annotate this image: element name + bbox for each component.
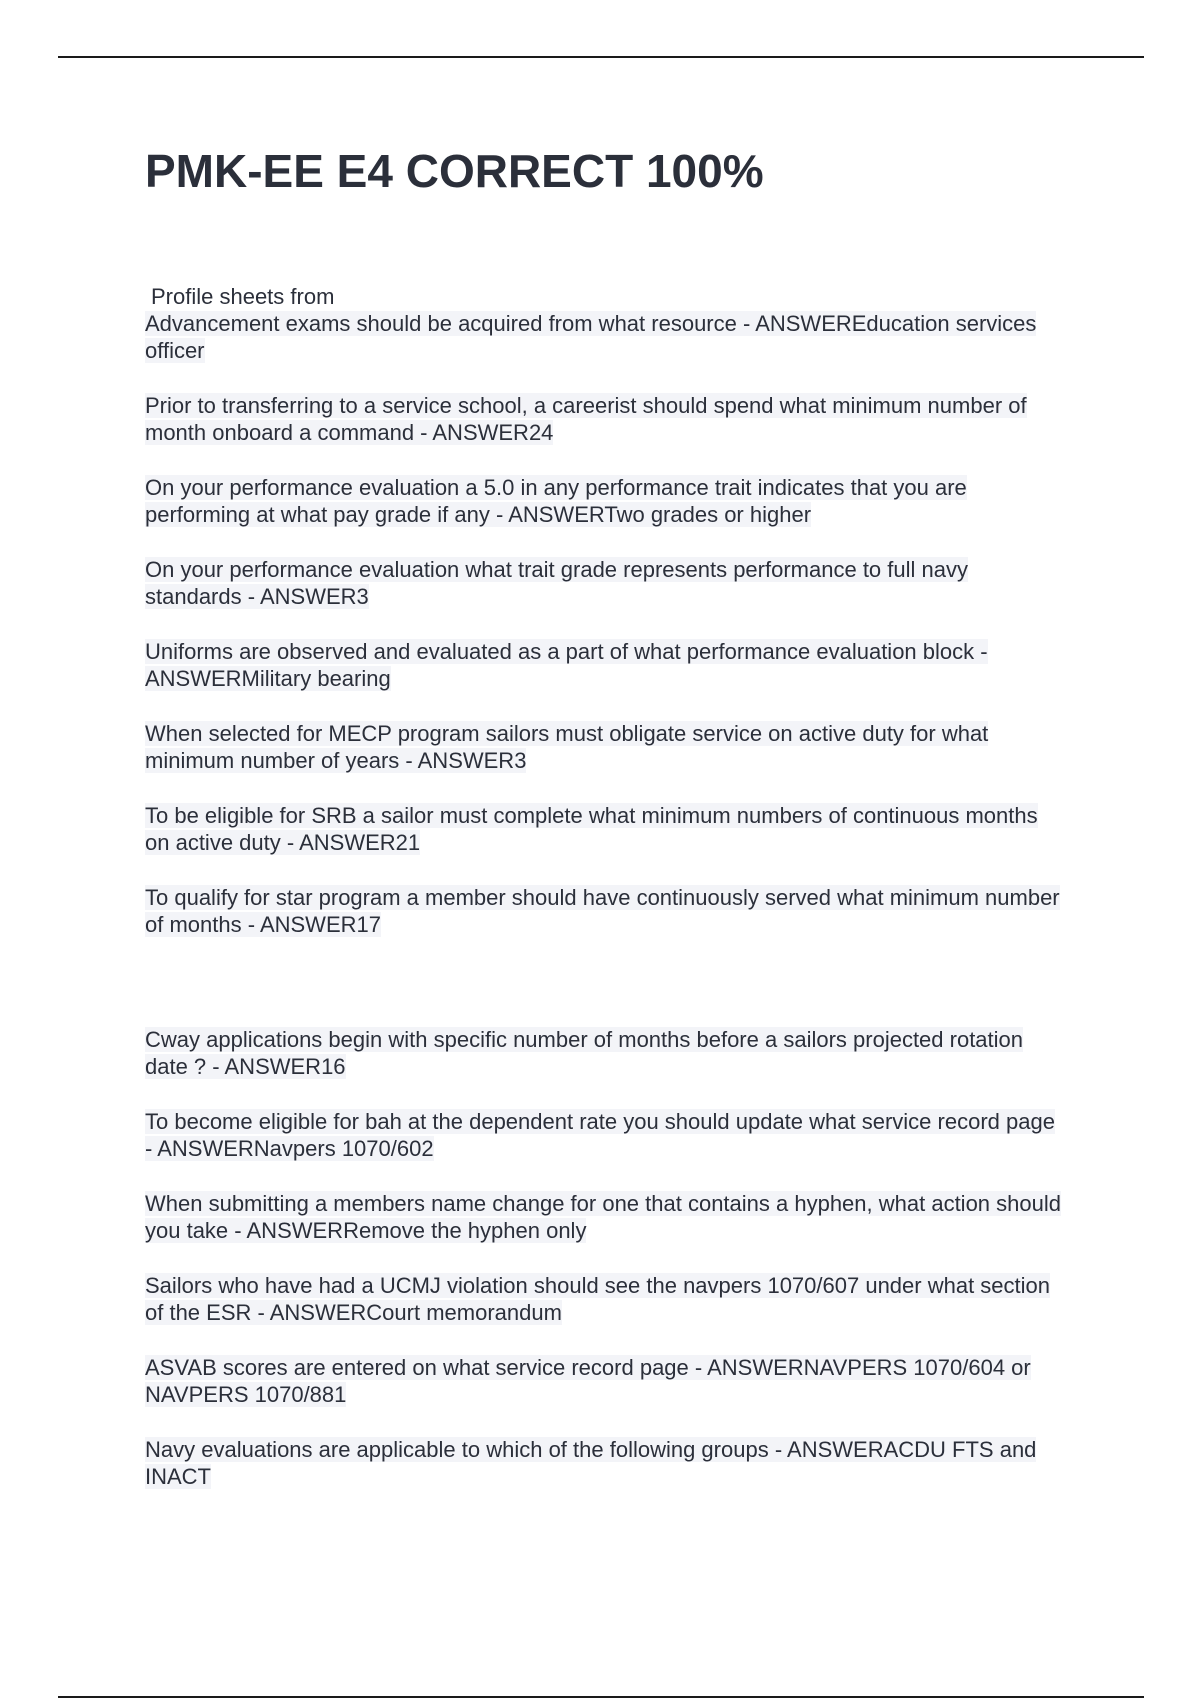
qa-text: When submitting a members name change for one that contains a hyphen, what action should you take - ANSWERRemove the hyphen only: [145, 1191, 1061, 1243]
qa-text: On your performance evaluation what trait grade represents performance to full navy standards - ANSWER3: [145, 557, 968, 609]
qa-text: Advancement exams should be acquired from what resource - ANSWEREducation services officer: [145, 311, 1037, 363]
document-body: [145, 283, 1065, 1518]
qa-item: [145, 802, 1065, 856]
qa-item: [145, 884, 1065, 938]
qa-item: [145, 638, 1065, 692]
qa-text: Prior to transferring to a service school, a careerist should spend what minimum number of month onboard a command - ANSWER24: [145, 393, 1027, 445]
qa-item: [145, 1026, 1065, 1080]
qa-text: When selected for MECP program sailors must obligate service on active duty for what minimum number of years - ANSWER3: [145, 721, 989, 773]
qa-text: To be eligible for SRB a sailor must complete what minimum numbers of continuous months on active duty - ANSWER21: [145, 803, 1038, 855]
qa-text: To become eligible for bah at the dependent rate you should update what service record page - ANSWERNavpers 1070/602: [145, 1109, 1055, 1161]
top-rule: [58, 56, 1144, 58]
qa-text: Uniforms are observed and evaluated as a part of what performance evaluation block - ANSWERMilitary bearing: [145, 639, 988, 691]
qa-text: ASVAB scores are entered on what service record page - ANSWERNAVPERS 1070/604 or NAVPERS 1070/881: [145, 1355, 1031, 1407]
qa-item: [145, 556, 1065, 610]
qa-item: [145, 1354, 1065, 1408]
section-gap: [145, 966, 1065, 1026]
qa-item: [145, 310, 1065, 364]
qa-item: [145, 1272, 1065, 1326]
qa-text: Cway applications begin with specific number of months before a sailors projected rotation date ? - ANSWER16: [145, 1027, 1024, 1079]
qa-item: [145, 1190, 1065, 1244]
bottom-rule: [58, 1696, 1144, 1698]
qa-item: [145, 720, 1065, 774]
qa-text: Sailors who have had a UCMJ violation should see the navpers 1070/607 under what section of the ESR - ANSWERCourt memorandum: [145, 1273, 1050, 1325]
qa-item: [145, 1108, 1065, 1162]
qa-text: Navy evaluations are applicable to which of the following groups - ANSWERACDU FTS and INACT: [145, 1437, 1037, 1489]
qa-text: On your performance evaluation a 5.0 in any performance trait indicates that you are performing at what pay grade if any - ANSWERTwo grades or higher: [145, 475, 967, 527]
qa-item: [145, 392, 1065, 446]
intro-text: Profile sheets from: [151, 284, 335, 309]
page-title: PMK-EE E4 CORRECT 100%: [145, 145, 764, 197]
qa-item: [145, 1436, 1065, 1490]
qa-text: To qualify for star program a member should have continuously served what minimum number of months - ANSWER17: [145, 885, 1060, 937]
qa-item: [145, 474, 1065, 528]
